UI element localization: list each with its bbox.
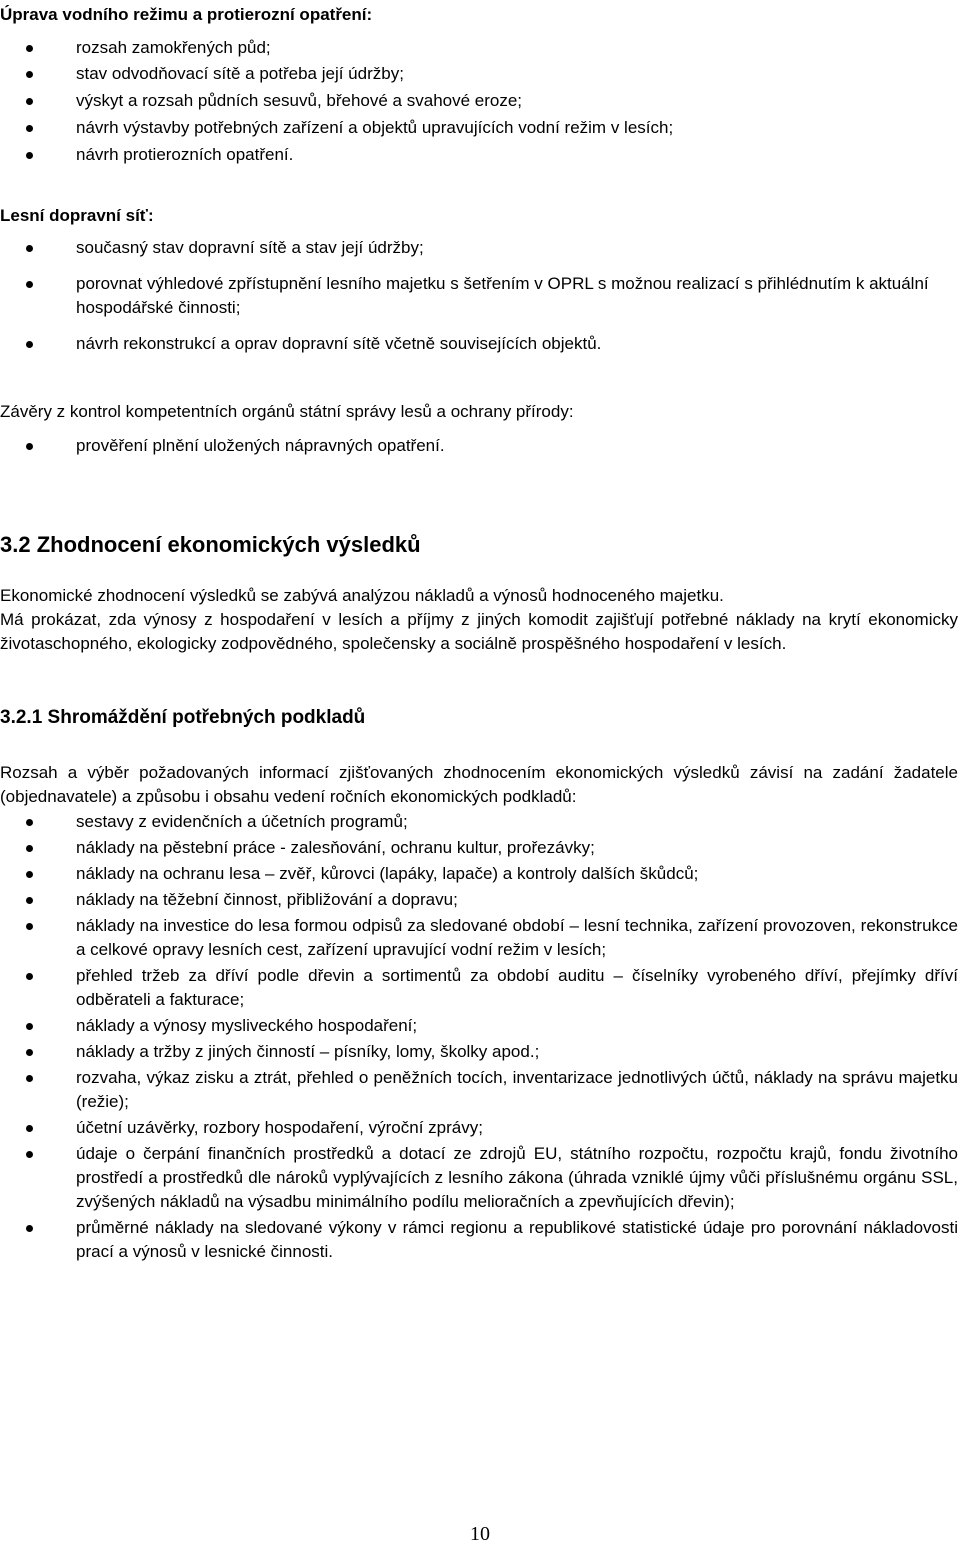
list-item: náklady na investice do lesa formou odpisů za sledované období – lesní technika, zařízení provozoven, rekonstrukce a celkové opravy lesních cest, zařízení upravující vodní režim v lesích; bbox=[0, 914, 958, 962]
paragraph-economic-evaluation: Ekonomické zhodnocení výsledků se zabývá analýzou nákladů a výnosů hodnoceného majetku. bbox=[0, 586, 724, 605]
bullet-icon bbox=[26, 845, 33, 852]
bullet-icon bbox=[26, 245, 33, 252]
list-item: výskyt a rozsah půdních sesuvů, břehové a svahové eroze; bbox=[0, 89, 958, 113]
list-item: rozvaha, výkaz zisku a ztrát, přehled o peněžních tocích, inventarizace jednotlivých účtů, náklady na správu majetku (režie); bbox=[0, 1066, 958, 1114]
list-item: návrh protierozních opatření. bbox=[0, 143, 958, 167]
bullet-icon bbox=[26, 1023, 33, 1030]
bullet-icon bbox=[26, 45, 33, 52]
bullet-icon bbox=[26, 1075, 33, 1082]
paragraph-data-collection-intro: Rozsah a výběr požadovaných informací zjišťovaných zhodnocením ekonomických výsledků závisí na zadání žadatele (objednavatele) a způsobu i obsahu vedení ročních ekonomických podkladů: bbox=[0, 763, 958, 806]
list-item: současný stav dopravní sítě a stav její údržby; bbox=[0, 236, 958, 260]
list-required-data bbox=[0, 810, 958, 1264]
bullet-icon bbox=[26, 871, 33, 878]
bullet-icon bbox=[26, 125, 33, 132]
section-title-3-2-1: 3.2.1 Shromáždění potřebných podkladů bbox=[0, 707, 366, 728]
bullet-icon bbox=[26, 1125, 33, 1132]
list-item: náklady na ochranu lesa – zvěř, kůrovci (lapáky, lapače) a kontroly dalších škůdců; bbox=[0, 862, 958, 886]
list-item: průměrné náklady na sledované výkony v rámci regionu a republikové statistické údaje pro porovnání nákladovosti prací a výnosů v lesnické činnosti. bbox=[0, 1216, 958, 1264]
list-item: náklady na těžební činnost, přibližování a dopravu; bbox=[0, 888, 958, 912]
list-item: porovnat výhledové zpřístupnění lesního majetku s šetřením v OPRL s možnou realizací s přihlédnutím k aktuální hospodářské činnosti; bbox=[0, 272, 958, 320]
heading-water-regime: Úprava vodního režimu a protierozní opatření: bbox=[0, 5, 373, 24]
bullet-icon bbox=[26, 98, 33, 105]
bullet-icon bbox=[26, 1049, 33, 1056]
list-item: údaje o čerpání finančních prostředků a dotací ze zdrojů EU, státního rozpočtu, rozpočtu krajů, fondu životního prostředí a prostředků dle nároků vyplývajících z lesního zákona (úhrada vzniklé újmy vůči příslušnému orgánu SSL, zvýšených nákladů na výsadbu minimálního podílu melioračních a zpevňujících dřevin); bbox=[0, 1142, 958, 1214]
list-item: stav odvodňovací sítě a potřeba její údržby; bbox=[0, 62, 958, 86]
list-item: rozsah zamokřených půd; bbox=[0, 36, 958, 60]
list-item: sestavy z evidenčních a účetních programů; bbox=[0, 810, 958, 834]
list-inspection-conclusions bbox=[0, 434, 958, 458]
list-item: návrh výstavby potřebných zařízení a objektů upravujících vodní režim v lesích; bbox=[0, 116, 958, 140]
bullet-icon bbox=[26, 973, 33, 980]
heading-inspection-conclusions: Závěry z kontrol kompetentních orgánů státní správy lesů a ochrany přírody: bbox=[0, 402, 574, 421]
list-water-regime bbox=[0, 36, 958, 167]
bullet-icon bbox=[26, 152, 33, 159]
page-number: 10 bbox=[470, 1523, 490, 1545]
list-road-network bbox=[0, 236, 958, 356]
bullet-icon bbox=[26, 1225, 33, 1232]
bullet-icon bbox=[26, 341, 33, 348]
bullet-icon bbox=[26, 443, 33, 450]
heading-road-network: Lesní dopravní síť: bbox=[0, 206, 154, 225]
list-item: prověření plnění uložených nápravných opatření. bbox=[0, 434, 958, 458]
bullet-icon bbox=[26, 897, 33, 904]
bullet-icon bbox=[26, 819, 33, 826]
paragraph-economic-purpose: Má prokázat, zda výnosy z hospodaření v lesích a příjmy z jiných komodit zajišťují potřebné náklady na krytí ekonomicky životaschopného, ekologicky zodpovědného, společensky a sociálně prospěšného hospodaření v lesích. bbox=[0, 610, 958, 653]
bullet-icon bbox=[26, 281, 33, 288]
section-title-3-2: 3.2 Zhodnocení ekonomických výsledků bbox=[0, 532, 421, 557]
list-item: náklady a tržby z jiných činností – písníky, lomy, školky apod.; bbox=[0, 1040, 958, 1064]
list-item: návrh rekonstrukcí a oprav dopravní sítě včetně souvisejících objektů. bbox=[0, 332, 958, 356]
bullet-icon bbox=[26, 1151, 33, 1158]
list-item: účetní uzávěrky, rozbory hospodaření, výroční zprávy; bbox=[0, 1116, 958, 1140]
list-item: přehled tržeb za dříví podle dřevin a sortimentů za období auditu – číselníky vyrobeného dříví, přejímky dříví odběrateli a fakturace; bbox=[0, 964, 958, 1012]
bullet-icon bbox=[26, 71, 33, 78]
list-item: náklady a výnosy mysliveckého hospodaření; bbox=[0, 1014, 958, 1038]
list-item: náklady na pěstební práce - zalesňování, ochranu kultur, prořezávky; bbox=[0, 836, 958, 860]
bullet-icon bbox=[26, 923, 33, 930]
